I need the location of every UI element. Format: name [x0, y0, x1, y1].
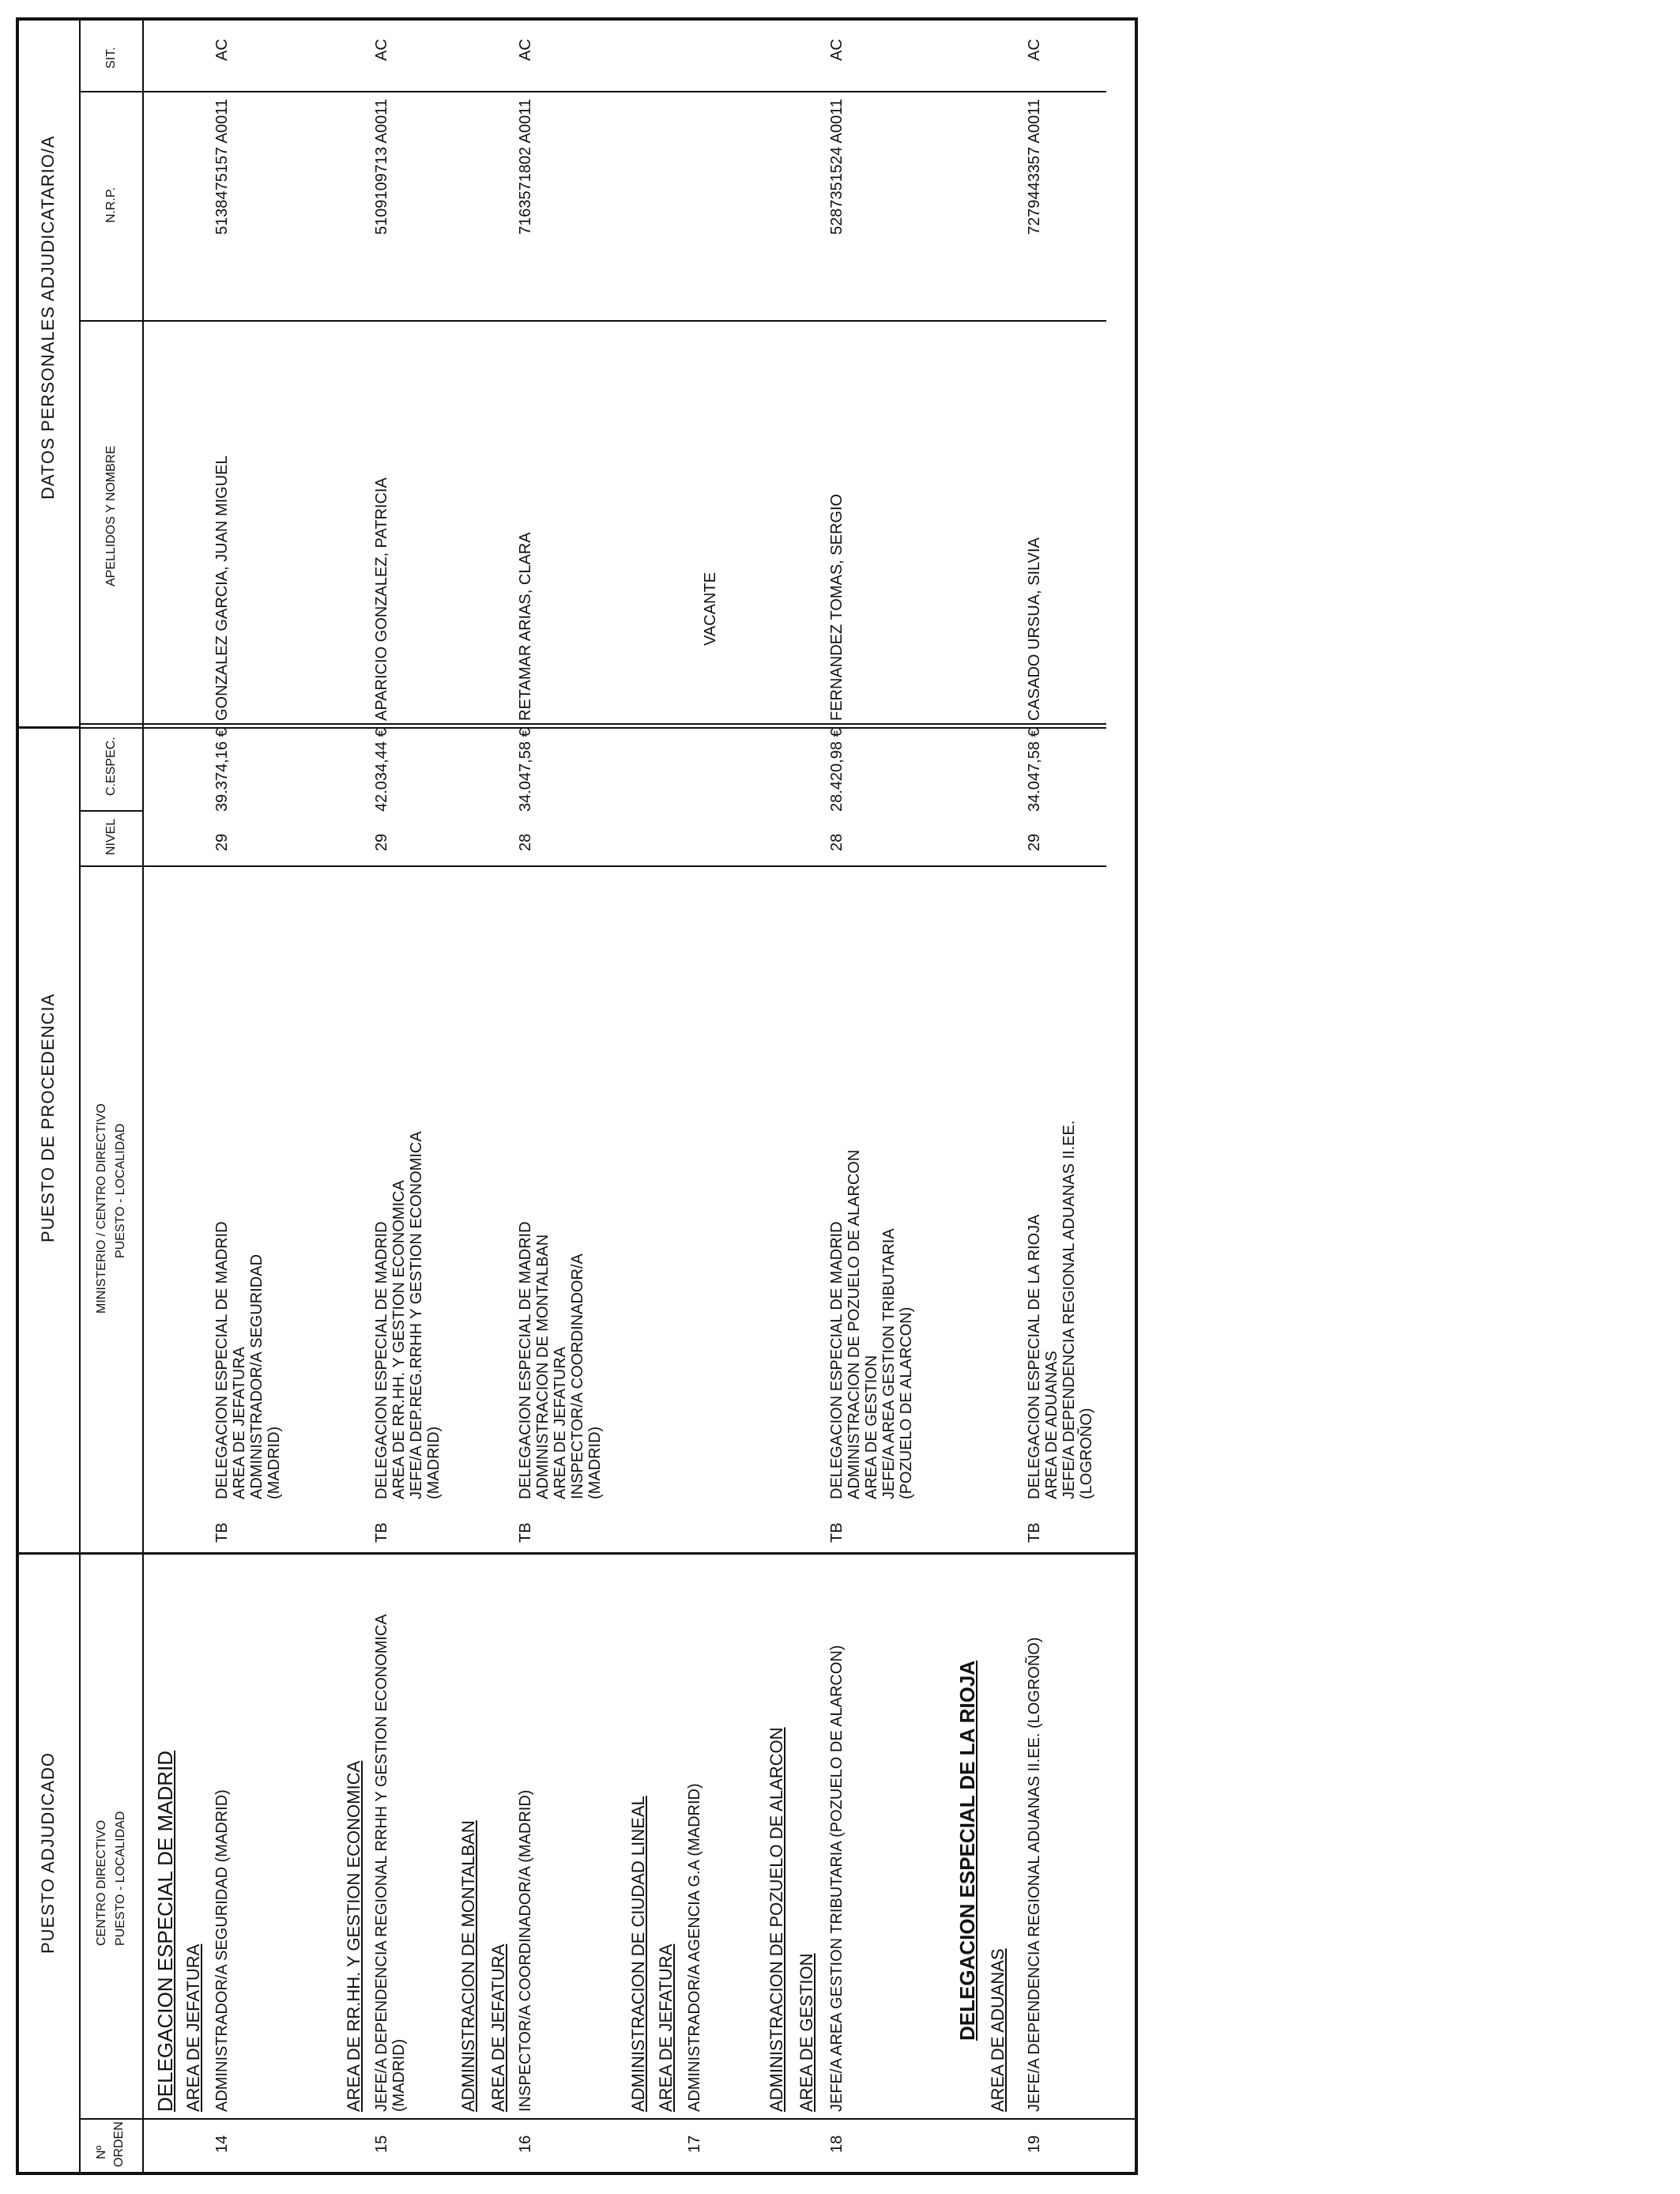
row-19-sit: AC — [1026, 39, 1043, 61]
col-header-centro-2: PUESTO - LOCALIDAD — [114, 1811, 127, 1946]
row-19-tb: TB — [1026, 1522, 1043, 1543]
header-puesto-adjudicado: PUESTO ADJUDICADO — [38, 1752, 58, 1954]
row-19-nrp: 7279443357 A0011 — [1026, 98, 1043, 235]
section-area-rrhh: AREA DE RR.HH. Y GESTION ECONOMICA — [344, 1760, 363, 2112]
row-15-procedencia: DELEGACION ESPECIAL DE MADRID AREA DE RR.HH. Y GESTION ECONOMICA JEFE/A DEP.REG.RRHH Y GESTION ECONOMICA (MADRID) — [373, 1131, 443, 1499]
row-19-puesto: JEFE/A DEPENDENCIA REGIONAL ADUANAS II.EE. (LOGROÑO) — [1026, 1637, 1043, 2112]
row-19-procedencia: DELEGACION ESPECIAL DE LA RIOJA AREA DE ADUANAS JEFE/A DEPENDENCIA REGIONAL ADUANAS II.EE. (LOGROÑO) — [1026, 1120, 1095, 1499]
row-14-procedencia: DELEGACION ESPECIAL DE MADRID AREA DE JEFATURA ADMINISTRADOR/A SEGURIDAD (MADRID) — [213, 1221, 283, 1499]
row-18-nombre: FERNANDEZ TOMAS, SERGIO — [828, 493, 846, 721]
row-19-nivel: 29 — [1026, 833, 1043, 851]
section-area-jefatura-montalban: AREA DE JEFATURA — [488, 1943, 508, 2112]
col-header-orden-2: ORDEN — [112, 2121, 126, 2167]
row-17-puesto: ADMINISTRADOR/A AGENCIA G.A (MADRID) — [686, 1783, 703, 2112]
row-14-orden: 14 — [213, 2135, 231, 2153]
row-19-cespec: 34.047,58 € — [1026, 728, 1043, 812]
header-columns-divider — [142, 17, 144, 2175]
row-16-nivel: 28 — [517, 833, 534, 851]
row-15-cespec: 42.034,44 € — [373, 728, 390, 812]
row-15-tb: TB — [373, 1522, 390, 1543]
row-18-nivel: 28 — [828, 833, 846, 851]
row-14-puesto: ADMINISTRADOR/A SEGURIDAD (MADRID) — [213, 1789, 231, 2112]
col-sep-procedencia-nivel — [79, 865, 1106, 867]
row-14-sit: AC — [213, 39, 231, 61]
row-16-procedencia: DELEGACION ESPECIAL DE MADRID ADMINISTRACION DE MONTALBAN AREA DE JEFATURA INSPECTOR/A COORDINADOR/A (MADRID) — [517, 1221, 604, 1499]
col-header-orden-1: Nº — [95, 2145, 108, 2159]
row-18-orden: 18 — [828, 2135, 846, 2153]
row-14-cespec: 39.374,16 € — [213, 728, 231, 812]
col-header-nrp: N.R.P. — [104, 187, 118, 223]
col-sep-adjudicado — [16, 1552, 1138, 1555]
col-header-sit: SIT. — [104, 47, 118, 69]
row-18-puesto: JEFE/A AREA GESTION TRIBUTARIA (POZUELO DE ALARCON) — [828, 1645, 846, 2112]
col-header-nivel: NIVEL — [104, 818, 118, 855]
col-header-centro-1: CENTRO DIRECTIVO — [95, 1819, 108, 1946]
header-datos-personales: DATOS PERSONALES ADJUDICATARIO/A — [38, 135, 58, 499]
row-16-sit: AC — [517, 39, 534, 61]
row-15-nombre: APARICIO GONZALEZ, PATRICIA — [373, 477, 390, 721]
section-area-jefatura: AREA DE JEFATURA — [183, 1943, 203, 2112]
row-15-sit: AC — [373, 39, 390, 61]
row-14-nivel: 29 — [213, 833, 231, 851]
row-15-puesto: JEFE/A DEPENDENCIA REGIONAL RRHH Y GESTION ECONOMICA (MADRID) — [373, 1614, 408, 2112]
row-15-orden: 15 — [373, 2135, 390, 2153]
row-16-puesto: INSPECTOR/A COORDINADOR/A (MADRID) — [517, 1789, 534, 2112]
section-delegacion-rioja: DELEGACION ESPECIAL DE LA RIOJA — [955, 1660, 979, 2041]
row-17-orden: 17 — [686, 2135, 703, 2153]
row-19-nombre: CASADO URSUA, SILVIA — [1026, 537, 1043, 721]
row-14-tb: TB — [213, 1522, 231, 1543]
row-19-orden: 19 — [1026, 2135, 1043, 2153]
section-delegacion-madrid: DELEGACION ESPECIAL DE MADRID — [153, 1750, 177, 2112]
col-header-ministerio-1: MINISTERIO / CENTRO DIRECTIVO — [95, 1103, 108, 1314]
row-16-orden: 16 — [517, 2135, 534, 2153]
row-18-procedencia: DELEGACION ESPECIAL DE MADRID ADMINISTRACION DE POZUELO DE ALARCON AREA DE GESTION JEFE/A AREA GESTION TRIBUTARIA (POZUELO DE ALARCON) — [828, 1149, 915, 1499]
section-admin-ciudad-lineal: ADMINISTRACION DE CIUDAD LINEAL — [628, 1796, 648, 2112]
row-18-tb: TB — [828, 1522, 846, 1543]
col-sep-orden — [79, 2118, 1138, 2120]
row-15-nrp: 5109109713 A0011 — [373, 98, 390, 235]
section-area-gestion: AREA DE GESTION — [797, 1953, 816, 2112]
section-area-jefatura-ciudad: AREA DE JEFATURA — [656, 1943, 676, 2112]
col-header-ministerio-2: PUESTO - LOCALIDAD — [114, 1123, 127, 1258]
section-admin-montalban: ADMINISTRACION DE MONTALBAN — [458, 1820, 478, 2112]
col-header-apellidos: APELLIDOS Y NOMBRE — [104, 445, 118, 586]
col-sep-nivel-inner — [79, 810, 142, 812]
row-14-nrp: 5138475157 A0011 — [213, 98, 231, 235]
row-16-tb: TB — [517, 1522, 534, 1543]
section-admin-pozuelo: ADMINISTRACION DE POZUELO DE ALARCON — [767, 1727, 786, 2112]
col-sep-nivel-cespec — [79, 723, 1106, 725]
col-sep-cespec-nombre — [79, 727, 1106, 729]
row-15-nivel: 29 — [373, 833, 390, 851]
row-18-cespec: 28.420,98 € — [828, 728, 846, 812]
section-area-aduanas: AREA DE ADUANAS — [988, 1948, 1008, 2112]
row-14-nombre: GONZALEZ GARCIA, JUAN MIGUEL — [213, 455, 231, 721]
col-sep-nombre-nrp — [79, 320, 1106, 322]
col-sep-nrp-sit — [79, 91, 1106, 92]
row-18-sit: AC — [828, 39, 846, 61]
header-group-divider — [79, 17, 81, 2175]
col-header-cespec: C.ESPEC. — [104, 737, 118, 796]
row-18-nrp: 5287351524 A0011 — [828, 98, 846, 235]
row-16-nombre: RETAMAR ARIAS, CLARA — [517, 532, 534, 721]
row-16-nrp: 7163571802 A0011 — [517, 98, 534, 235]
row-16-cespec: 34.047,58 € — [517, 728, 534, 812]
header-puesto-procedencia: PUESTO DE PROCEDENCIA — [38, 993, 58, 1242]
col-sep-procedencia-datos — [16, 726, 79, 729]
rotated-table-page — [16, 17, 1138, 2175]
row-17-nombre: VACANTE — [702, 572, 719, 646]
